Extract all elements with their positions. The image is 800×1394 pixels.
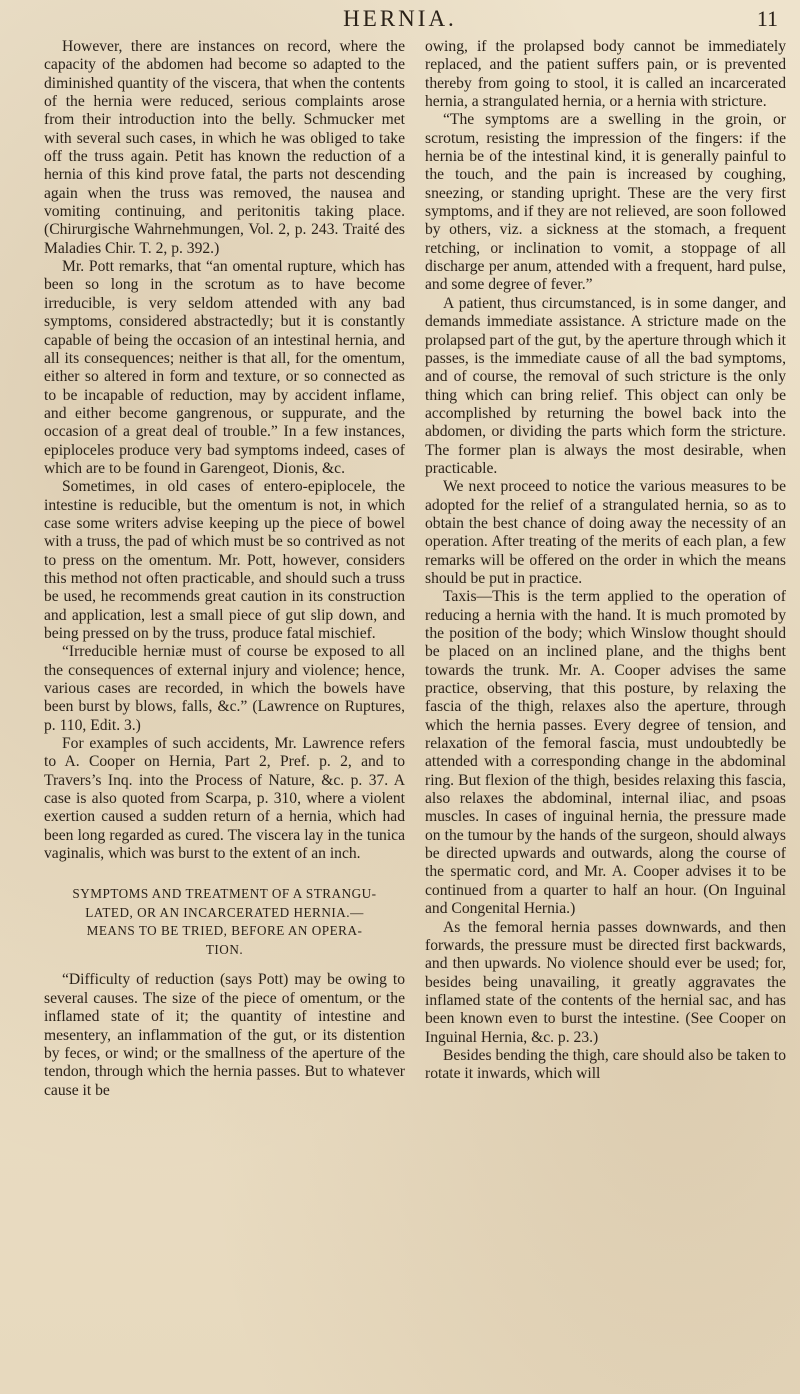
running-head: HERNIA. <box>343 6 457 31</box>
left-column <box>44 38 405 1384</box>
paragraph: “Difficulty of reduction (says Pott) may be owing to several causes. The size of the piece of omentum, or the inflamed state of it; the quantity of intestine and mesentery, an inflammation of the gut, or its distention by feces, or wind; or the smallness of the aperture of the tendon, through which the hernia passes. But to whatever cause it be <box>44 971 405 1099</box>
paragraph: We next proceed to notice the various measures to be adopted for the relief of a strangulated hernia, so as to obtain the best chance of doing away the necessity of an operation. After treating of the merits of each plan, a few remarks will be offered on the order in which the means should be put in practice. <box>425 478 786 587</box>
paragraph: Besides bending the thigh, care should also be taken to rotate it inwards, which will <box>425 1046 786 1083</box>
paragraph: For examples of such accidents, Mr. Lawrence refers to A. Cooper on Hernia, Part 2, Pref. p. 2, and to Travers’s Inq. into the Process of Nature, &c. p. 37. A case is also quoted from Scarpa, p. 310, where a violent exertion caused a sudden return of a hernia, which had been long regarded as cured. The viscera lay in the tunica vaginalis, which was burst to the extent of an inch. <box>44 735 405 863</box>
paragraph: Taxis—This is the term applied to the operation of reducing a hernia with the hand. It is much promoted by the position of the body; which Winslow thought should be placed on an inclined plane, and the thighs bent towards the trunk. Mr. A. Cooper advises the same practice, observing, that this posture, by relaxing the fascia of the thigh, relaxes also the aperture, through which the hernia passes. Every degree of tension, and relaxation of the femoral fascia, must undoubtedly be attended with a corresponding change in the abdominal ring. But flexion of the thigh, besides relaxing this fascia, also relaxes the abdominal, internal iliac, and psoas muscles. In cases of inguinal hernia, the pressure made on the tumour by the hands of the surgeon, should always be directed upwards and outwards, along the course of the spermatic cord, and Mr. A. Cooper advises it to be continued from a quarter to half an hour. (On Inguinal and Congenital Hernia.) <box>425 588 786 918</box>
paragraph: Mr. Pott remarks, that “an omental rupture, which has been so long in the scrotum as to have become irreducible, is very seldom attended with any bad symptoms, considered abstractedly; but it is constantly capable of being the occasion of an intestinal hernia, and all its consequences; neither is that all, for the omentum, either so altered in form and texture, or so connected as to be incapable of reduction, may by accident inflame, and either become gangrenous, or suppurate, and the occasion of a great deal of trouble.” In a few instances, epiploceles produce very bad symptoms indeed, cases of which are to be found in Garengeot, Dionis, &c. <box>44 258 405 477</box>
section-heading <box>44 885 405 959</box>
section-heading-line: SYMPTOMS AND TREATMENT OF A STRANGU- <box>72 886 377 902</box>
paragraph: However, there are instances on record, where the capacity of the abdomen had become so adapted to the diminished quantity of the viscera, that when the contents of the hernia were reduced, serious complaints arose from their introduction into the belly. Schmucker met with several such cases, in which he was obliged to take off the truss again. Petit has known the reduction of a hernia of this kind prove fatal, the parts not descending again when the truss was removed, the nausea and vomiting continuing, and peritonitis taking place. (Chirurgische Wahrnehmungen, Vol. 2, p. 243. Traité des Maladies Chir. T. 2, p. 392.) <box>44 38 405 257</box>
section-heading-line: TION. <box>205 941 244 957</box>
paragraph: Sometimes, in old cases of entero-epiplocele, the intestine is reducible, but the omentum is not, in which case some writers advise keeping up the piece of bowel with a truss, the pad of which must be so contrived as not to press on the omentum. Mr. Pott, however, considers this method not often practicable, and should such a truss be used, he recommends great caution in its construction and application, lest a small piece of gut slip down, and being pressed on by the truss, produce fatal mischief. <box>44 478 405 642</box>
paragraph: As the femoral hernia passes downwards, and then forwards, the pressure must be directed first backwards, and then upwards. No violence should ever be used; for, besides being unavailing, it greatly aggravates the inflamed state of the contents of the hernial sac, and has been known even to burst the intestine. (See Cooper on Inguinal Hernia, &c. p. 23.) <box>425 918 786 1046</box>
text-columns <box>44 38 786 1384</box>
paragraph: A patient, thus circumstanced, is in some danger, and demands immediate assistance. A stricture made on the prolapsed part of the gut, by the aperture through which it passes, is the immediate cause of all the bad symptoms, and of course, the removal of such stricture is the only thing which can bring relief. This object can only be accomplished by returning the bowel back into the abdomen, or dividing the parts which form the stricture. The former plan is always the most desirable, when practicable. <box>425 294 786 477</box>
page-header <box>0 0 800 40</box>
paragraph: “Irreducible herniæ must of course be exposed to all the consequences of external injury and violence; hence, various cases are recorded, in which the bowels have been burst by blows, falls, &c.” (Lawrence on Ruptures, p. 110, Edit. 3.) <box>44 643 405 734</box>
right-column <box>425 38 786 1384</box>
paragraph: “The symptoms are a swelling in the groin, or scrotum, resisting the impression of the fingers: if the hernia be of the intestinal kind, it is generally painful to the touch, and the pain is increased by coughing, sneezing, or standing upright. These are the very first symptoms, and if they are not relieved, are soon followed by others, viz. a sickness at the stomach, a frequent retching, or inclination to vomit, a stoppage of all discharge per anum, attended with a frequent, hard pulse, and some degree of fever.” <box>425 111 786 294</box>
page-number: 11 <box>756 6 778 31</box>
paragraph: owing, if the prolapsed body cannot be immediately replaced, and the patient suffers pain, or is prevented thereby from going to stool, it is called an incarcerated hernia, a strangulated hernia, or a hernia with stricture. <box>425 38 786 111</box>
section-heading-line: LATED, OR AN INCARCERATED HERNIA.— <box>85 904 364 920</box>
section-heading-line: MEANS TO BE TRIED, BEFORE AN OPERA- <box>86 923 363 939</box>
